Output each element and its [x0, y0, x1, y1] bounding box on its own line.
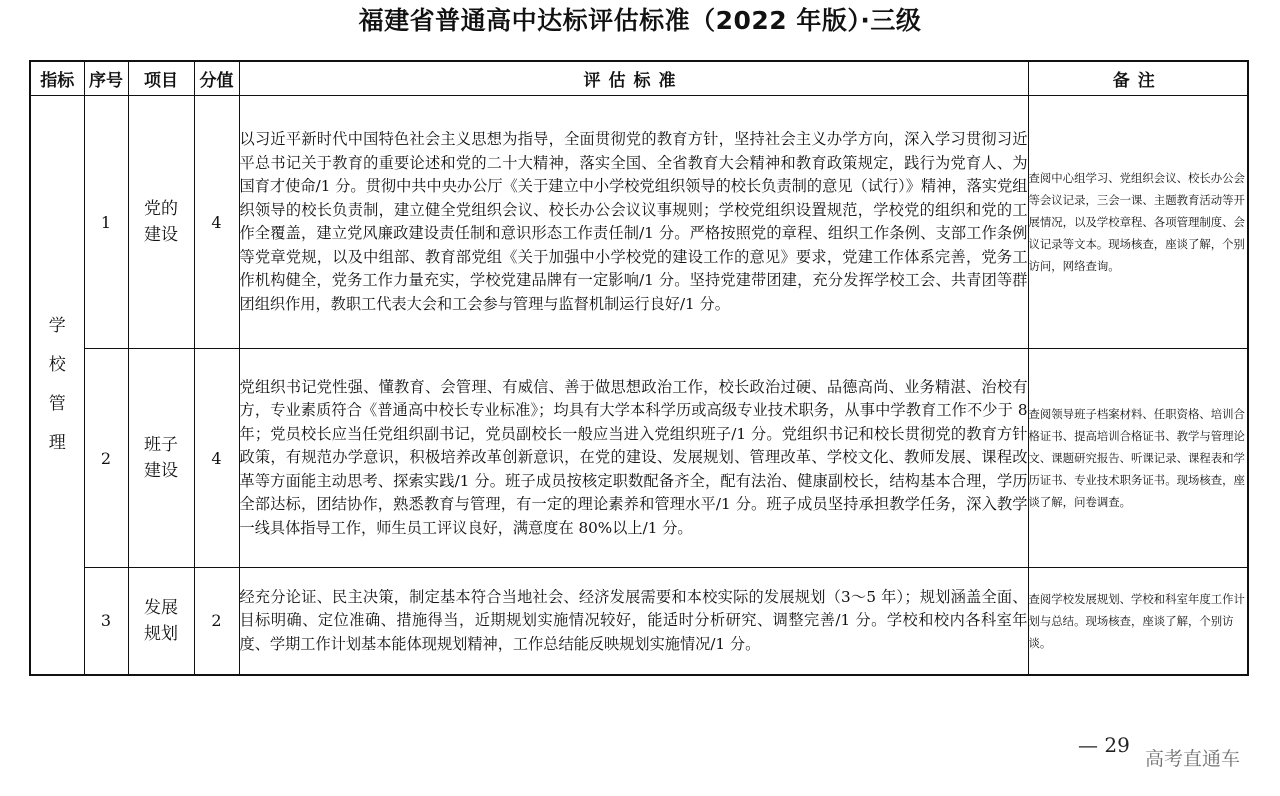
header-score: 分值 — [194, 61, 239, 96]
category-cell — [30, 96, 84, 675]
page-title: 福建省普通高中达标评估标准（2022 年版）·三级 — [358, 6, 922, 35]
category-char: 理 — [48, 432, 66, 453]
watermark-text: 高考直通车 — [1145, 748, 1241, 770]
header-criteria: 评估标准 — [239, 61, 1028, 96]
row-criteria: 经充分论证、民主决策，制定基本符合当地社会、经济发展需要和本校实际的发展规划（3～5 年）；规划涵盖全面、目标明确、定位准确、措施得当，近期规划实施情况较好，能适时分析研究、调整完善/1 分。学校和校内各科室年度、学期工作计划基本能体现规划精神，工作总结能反映规划实施情况/1 分。 — [239, 568, 1028, 675]
row-score: 4 — [194, 349, 239, 568]
row-number: 2 — [84, 349, 128, 568]
category-char: 校 — [48, 354, 66, 375]
row-score: 4 — [194, 96, 239, 349]
table-header-row — [30, 61, 1248, 96]
item-line: 发展 — [144, 597, 178, 618]
item-line: 规划 — [144, 623, 178, 644]
category-char: 学 — [48, 315, 66, 336]
item-line: 党的 — [144, 199, 178, 219]
item-line: 建设 — [144, 225, 178, 245]
evaluation-standards-table — [29, 60, 1249, 676]
row-notes: 查阅领导班子档案材料、任职资格、培训合格证书、提高培训合格证书、教学与管理论文、课题研究报告、听课记录、课程表和学历证书、专业技术职务证书。现场核查，座谈了解，问卷调查。 — [1028, 349, 1248, 568]
item-line: 建设 — [144, 461, 178, 481]
table-row — [30, 568, 1248, 675]
row-score: 2 — [194, 568, 239, 675]
table-row — [30, 96, 1248, 349]
table-row — [30, 349, 1248, 568]
row-number: 1 — [84, 96, 128, 349]
row-item — [128, 96, 194, 349]
page-number: — 29 — [1078, 733, 1130, 757]
row-criteria: 以习近平新时代中国特色社会主义思想为指导，全面贯彻党的教育方针，坚持社会主义办学方向，深入学习贯彻习近平总书记关于教育的重要论述和党的二十大精神，落实全国、全省教育大会精神和教育政策规定，践行为党育人、为国育才使命/1 分。贯彻中共中央办公厅《关于建立中小学校党组织领导的校长负责制的意见（试行）》精神，落实党组织领导的校长负责制，建立健全党组织会议、校长办公会议议事规则；学校党组织设置规范，学校党的组织和党的工作全覆盖，建立党风廉政建设责任制和意识形态工作责任制/1 分。严格按照党的章程、组织工作条例、支部工作条例等党章党规，以及中组部、教育部党组《关于加强中小学校党的建设工作的意见》要求，党建工作体系完善，党务工作机构健全，党务工作力量充实，学校党建品牌有一定影响/1 分。坚持党建带团建，充分发挥学校工会、共青团等群团组织作用，教职工代表大会和工会参与管理与监督机制运行良好/1 分。 — [239, 96, 1028, 349]
row-notes: 查阅学校发展规划、学校和科室年度工作计划与总结。现场核查，座谈了解，个别访谈。 — [1028, 568, 1248, 675]
row-item — [128, 568, 194, 675]
row-item — [128, 349, 194, 568]
header-notes: 备注 — [1028, 61, 1248, 96]
row-number: 3 — [84, 568, 128, 675]
category-char: 管 — [48, 393, 66, 414]
header-category: 指标 — [30, 61, 84, 96]
header-number: 序号 — [84, 61, 128, 96]
header-item: 项目 — [128, 61, 194, 96]
row-criteria: 党组织书记党性强、懂教育、会管理、有威信、善于做思想政治工作，校长政治过硬、品德高尚、业务精湛、治校有方，专业素质符合《普通高中校长专业标准》；均具有大学本科学历或高级专业技术职务，从事中学教育工作不少于 8 年；党员校长应当任党组织副书记，党员副校长一般应当进入党组织班子/1 分。党组织书记和校长贯彻党的教育方针政策，有规范办学意识，积极培养改革创新意识，在党的建设、发展规划、管理改革、学校文化、教师发展、课程改革等方面能主动思考、探索实践/1 分。班子成员按核定职数配备齐全，配有法治、健康副校长，结构基本合理，学历全部达标，团结协作，熟悉教育与管理，有一定的理论素养和管理水平/1 分。班子成员坚持承担教学任务，深入教学一线具体指导工作，师生员工评议良好，满意度在 80%以上/1 分。 — [239, 349, 1028, 568]
row-notes: 查阅中心组学习、党组织会议、校长办公会等会议记录，三会一课、主题教育活动等开展情况，以及学校章程、各项管理制度、会议记录等文本。现场核查，座谈了解，个别访问，网络查询。 — [1028, 96, 1248, 349]
item-line: 班子 — [144, 435, 178, 455]
